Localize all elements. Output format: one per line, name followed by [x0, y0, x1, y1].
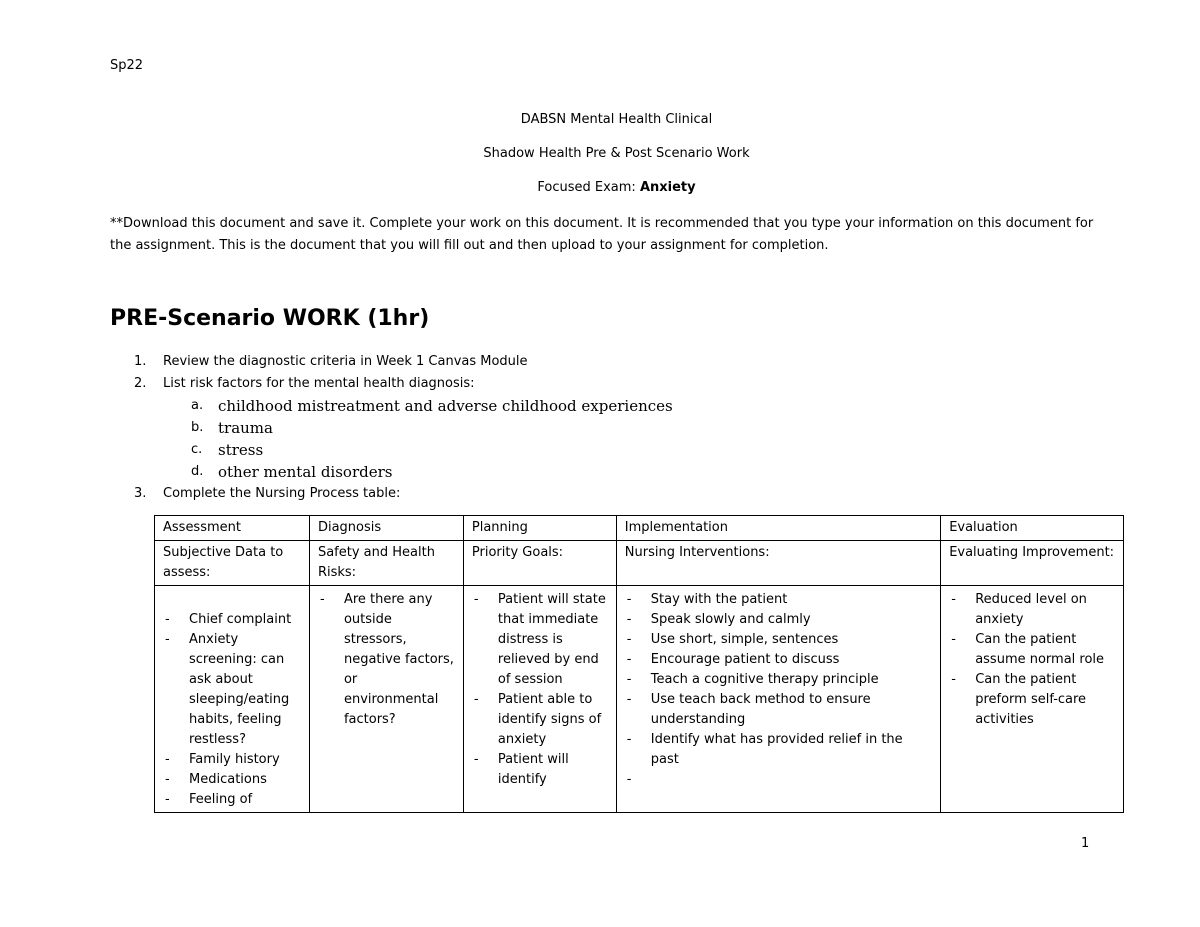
document-subtitle: Shadow Health Pre & Post Scenario Work [483, 146, 750, 161]
list-item: - Teach a cognitive therapy principle [625, 670, 932, 690]
planning-cell [463, 586, 616, 813]
evaluation-list [949, 590, 1115, 730]
list-item: - Are there any outside stressors, negative factors, or environmental factors? [318, 590, 455, 730]
instructions-paragraph: **Download this document and save it. Complete your work on this document. It is recommended that you type your information on this document for the assignment. This is the document that you will fill out and then upload to your assignment for completion. [110, 216, 1094, 253]
header-cell-assessment: Assessment [155, 516, 310, 541]
list-item: - Stay with the patient [625, 590, 932, 610]
risk-factor-item [134, 395, 673, 417]
page-number: 1 [1081, 836, 1090, 851]
implementation-list [625, 590, 932, 770]
list-item: - Can the patient preform self-care activities [949, 670, 1115, 730]
table-subheader-row [155, 541, 1124, 586]
list-item: - Patient will state that immediate distress is relieved by end of session [472, 590, 608, 690]
step-number: 3. [134, 486, 147, 501]
list-item: - Reduced level on anxiety [949, 590, 1115, 630]
course-title: DABSN Mental Health Clinical [520, 112, 713, 127]
risk-factor-item [134, 461, 499, 483]
subheader-cell: Subjective Data to assess: [155, 541, 310, 586]
implementation-cell [616, 586, 940, 813]
step-item [134, 373, 673, 483]
header-cell-implementation: Implementation [616, 516, 940, 541]
table-header-row [155, 516, 1124, 541]
list-item: - Feeling of [163, 790, 301, 810]
header-cell-planning: Planning [463, 516, 616, 541]
nursing-process-table [154, 515, 1124, 813]
list-item: - Patient will identify [472, 750, 608, 790]
list-item: - Encourage patient to discuss [625, 650, 932, 670]
risk-factor-letter: b. [191, 420, 204, 435]
risk-factor-item [134, 439, 499, 461]
list-item: - Can the patient assume normal role [949, 630, 1115, 670]
exam-topic: Anxiety [639, 180, 696, 195]
assessment-list [163, 590, 301, 810]
subheader-cell: Safety and Health Risks: [309, 541, 463, 586]
step-text: Complete the Nursing Process table: [163, 486, 401, 501]
list-item: - Use teach back method to ensure understanding [625, 690, 932, 730]
list-item: - Patient able to identify signs of anxiety [472, 690, 608, 750]
focused-exam-line [0, 180, 1200, 195]
evaluation-cell [941, 586, 1124, 813]
list-item: - Anxiety screening: can ask about sleeping/eating habits, feeling restless? [163, 630, 301, 750]
header-cell-diagnosis: Diagnosis [309, 516, 463, 541]
subheader-cell: Nursing Interventions: [616, 541, 940, 586]
risk-factor-text: childhood mistreatment and adverse childhood experiences [218, 397, 673, 415]
list-item: - Family history [163, 750, 301, 770]
subheader-cell: Priority Goals: [463, 541, 616, 586]
risk-factor-letter: c. [191, 442, 203, 457]
step-text: Review the diagnostic criteria in Week 1 Canvas Module [163, 354, 528, 369]
list-item: - Identify what has provided relief in the past [625, 730, 932, 770]
header-cell-evaluation: Evaluation [941, 516, 1124, 541]
diagnosis-list [318, 590, 455, 730]
list-item: - Medications [163, 770, 301, 790]
subheader-cell: Evaluating Improvement: [941, 541, 1124, 586]
list-item: - Speak slowly and calmly [625, 610, 932, 630]
step-item [134, 351, 528, 373]
step-number: 2. [134, 376, 147, 391]
risk-factor-text: other mental disorders [218, 463, 393, 481]
planning-list [472, 590, 608, 790]
list-item: - Use short, simple, sentences [625, 630, 932, 650]
step-list [134, 351, 673, 505]
step-item [134, 483, 499, 505]
assessment-cell [155, 586, 310, 813]
risk-factor-text: stress [218, 441, 264, 459]
step-text: List risk factors for the mental health diagnosis: [163, 376, 475, 391]
list-item: - Chief complaint [163, 610, 301, 630]
risk-factor-item [134, 417, 499, 439]
risk-factor-letter: d. [191, 464, 204, 479]
table-body-row [155, 586, 1124, 813]
exam-label: Focused Exam: [537, 180, 640, 195]
risk-factor-letter: a. [191, 398, 204, 413]
step-number: 1. [134, 354, 147, 369]
risk-factor-list [134, 395, 673, 483]
risk-factor-text: trauma [218, 419, 273, 437]
section-heading: PRE-Scenario WORK (1hr) [110, 306, 430, 331]
header-code: Sp22 [110, 58, 144, 73]
diagnosis-cell [309, 586, 463, 813]
